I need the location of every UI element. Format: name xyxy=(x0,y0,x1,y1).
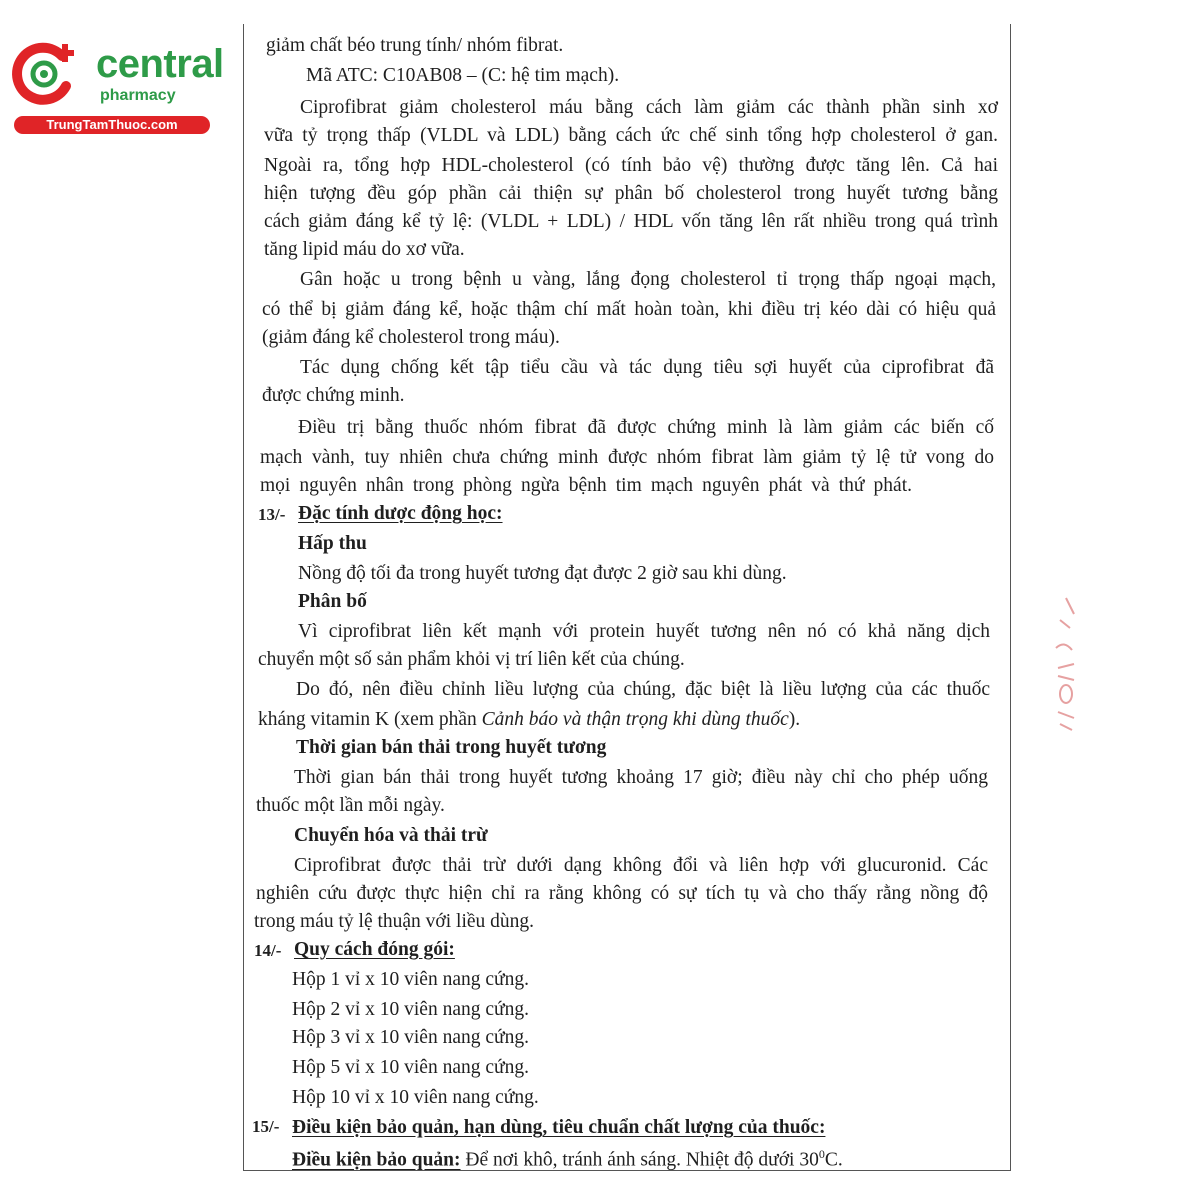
text-line: Điều trị bằng thuốc nhóm fibrat đã được chứng minh là làm giảm các biến cố xyxy=(298,417,994,438)
text-line: vữa tỷ trọng thấp (VLDL và LDL) bằng cách ức chế sinh tổng hợp cholesterol ở gan. xyxy=(264,125,998,146)
text-line: có thể bị giảm đáng kể, hoặc thậm chí mất hoàn toàn, khi điều trị kéo dài có hiệu quả xyxy=(262,299,996,320)
logo-subline: pharmacy xyxy=(100,87,176,104)
text-line xyxy=(292,1148,843,1170)
text-line: Thời gian bán thải trong huyết tương khoảng 17 giờ; điều này chỉ cho phép uống xyxy=(294,767,988,788)
text-line: (giảm đáng kể cholesterol trong máu). xyxy=(262,327,560,348)
text-line: Ngoài ra, tổng hợp HDL-cholesterol (có tính bảo vệ) thường được tăng lên. Cả hai xyxy=(264,155,998,176)
text-line: Nồng độ tối đa trong huyết tương đạt được 2 giờ sau khi dùng. xyxy=(298,563,787,584)
text-line: trong máu tỷ lệ thuận với liều dùng. xyxy=(254,911,535,932)
cross-reference: Cảnh báo và thận trọng khi dùng thuốc xyxy=(481,709,789,730)
text-line: Mã ATC: C10AB08 – (C: hệ tim mạch). xyxy=(306,65,620,86)
section-number: 13/- xyxy=(258,505,286,524)
subheading: Phân bố xyxy=(298,591,367,612)
logo-wordmark: central xyxy=(96,42,224,86)
text-line: cách giảm đáng kể tỷ lệ: (VLDL + LDL) / HDL vốn tăng lên rất nhiều trong quá trình xyxy=(264,211,998,232)
storage-text: Để nơi khô, tránh ánh sáng. Nhiệt độ dưới 30 xyxy=(465,1149,819,1171)
subheading: Chuyển hóa và thải trừ xyxy=(294,825,488,846)
partial-stamp-mark xyxy=(1046,590,1086,750)
text-line: Vì ciprofibrat liên kết mạnh với protein huyết tương nên nó có khả năng dịch xyxy=(298,621,990,642)
text-run: kháng vitamin K (xem phần xyxy=(258,709,482,730)
text-line: Do đó, nên điều chỉnh liều lượng của chúng, đặc biệt là liều lượng của các thuốc xyxy=(296,679,990,700)
logo-site-banner: TrungTamThuoc.com xyxy=(14,116,210,134)
subheading: Hấp thu xyxy=(298,533,367,554)
degree-superscript: 0 xyxy=(818,1147,825,1161)
text-line: mạch vành, tuy nhiên chưa chứng minh được nhóm fibrat làm giảm tỷ lệ tử vong do xyxy=(260,447,994,468)
list-item: Hộp 1 vỉ x 10 viên nang cứng. xyxy=(292,969,529,990)
text-line xyxy=(258,710,800,730)
text-line: được chứng minh. xyxy=(262,385,405,406)
text-line: Tác dụng chống kết tập tiểu cầu và tác dụng tiêu sợi huyết của ciprofibrat đã xyxy=(300,357,994,378)
text-line: mọi nguyên nhân trong phòng ngừa bệnh tim mạch nguyên phát và thứ phát. xyxy=(260,475,912,496)
text-line: Ciprofibrat giảm cholesterol máu bằng cách làm giảm các thành phần sinh xơ xyxy=(300,97,998,118)
text-line: thuốc một lần mỗi ngày. xyxy=(256,795,445,816)
text-line: tăng lipid máu do xơ vữa. xyxy=(264,239,465,260)
section-number: 15/- xyxy=(252,1117,280,1136)
section-heading: Quy cách đóng gói: xyxy=(294,939,455,960)
section-heading: Điều kiện bảo quản, hạn dùng, tiêu chuẩn chất lượng của thuốc: xyxy=(292,1117,826,1138)
list-item: Hộp 5 vỉ x 10 viên nang cứng. xyxy=(292,1057,529,1078)
list-item: Hộp 10 vỉ x 10 viên nang cứng. xyxy=(292,1087,539,1108)
section-heading: Đặc tính dược động học: xyxy=(298,503,503,524)
section-number: 14/- xyxy=(254,941,282,960)
list-item: Hộp 2 vỉ x 10 viên nang cứng. xyxy=(292,999,529,1020)
text-line: nghiên cứu được thực hiện chỉ ra rằng không có sự tích tụ và cho thấy rằng nồng độ xyxy=(256,883,988,904)
list-item: Hộp 3 vỉ x 10 viên nang cứng. xyxy=(292,1027,529,1048)
text-line: giảm chất béo trung tính/ nhóm fibrat. xyxy=(266,35,564,56)
storage-unit: C. xyxy=(824,1149,843,1171)
text-line: Ciprofibrat được thải trừ dưới dạng không đổi và liên hợp với glucuronid. Các xyxy=(294,855,988,876)
text-run: ). xyxy=(788,709,801,730)
text-line: Gân hoặc u trong bệnh u vàng, lắng đọng cholesterol tỉ trọng thấp ngoại mạch, xyxy=(300,269,996,290)
storage-label: Điều kiện bảo quản: xyxy=(292,1149,461,1171)
subheading: Thời gian bán thải trong huyết tương xyxy=(296,737,607,758)
text-line: chuyển một số sản phẩm khỏi vị trí liên kết của chúng. xyxy=(258,649,685,670)
text-line: hiện tượng đều góp phần cải thiện sự phân bố cholesterol trong huyết tương bằng xyxy=(264,183,998,204)
